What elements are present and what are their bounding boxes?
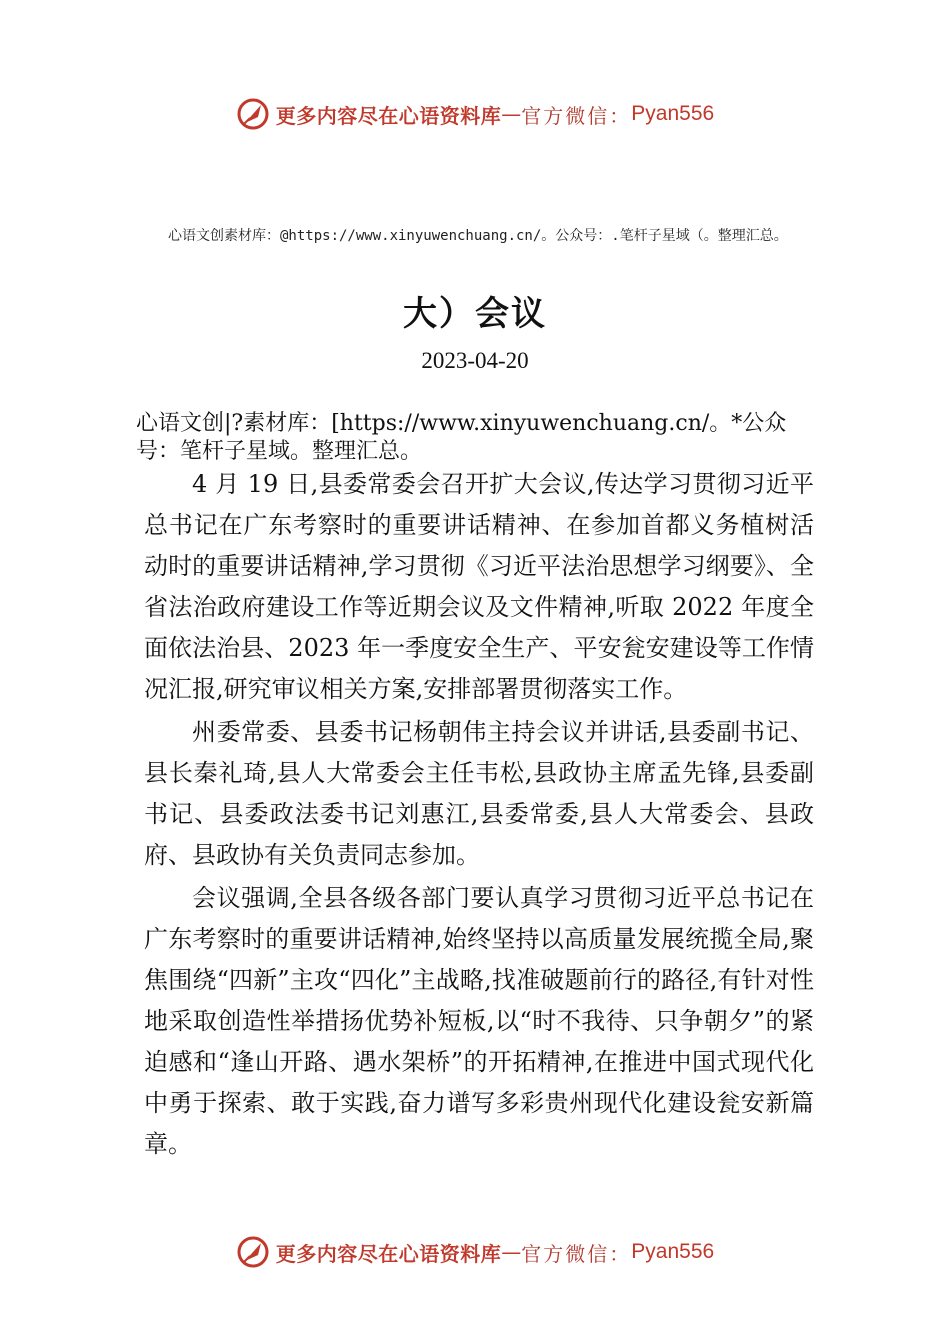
- paragraph: 州委常委、县委书记杨朝伟主持会议并讲话,县委副书记、县长秦礼琦,县人大常委会主任韦松,县政协主席孟先锋,县委副书记、县委政法委书记刘惠江,县委常委,县人大常委会、县政府、县政协有关负责同志参加。: [144, 718, 814, 869]
- quill-logo-icon: [236, 1235, 270, 1269]
- banner-dash: —: [501, 102, 522, 126]
- quill-logo-icon: [236, 97, 270, 131]
- banner-dash: —: [501, 1240, 522, 1264]
- banner-main-text: 更多内容尽在心语资料库: [275, 1241, 502, 1266]
- source-note: 心语文创|?素材库：[https://www.xinyuwenchuang.cn/。*公众号：笔杆子星域。整理汇总。: [136, 411, 787, 464]
- banner-wechat-label: 官方微信：: [521, 103, 632, 128]
- publish-date: 2023-04-20: [421, 348, 529, 373]
- footer-banner: [0, 1232, 950, 1272]
- banner-main-text: 更多内容尽在心语资料库: [275, 103, 502, 128]
- source-note-small: 心语文创素材库：@https://www.xinyuwenchuang.cn/。公众号：.笔杆子星域（。整理汇总。: [168, 228, 788, 244]
- article-body: [144, 464, 814, 1167]
- paragraph: 会议强调,全县各级各部门要认真学习贯彻习近平总书记在广东考察时的重要讲话精神,始终坚持以高质量发展统揽全局,聚焦围绕“四新”主攻“四化”主战略,找准破题前行的路径,有针对性地采取创造性举措扬优势补短板,以“时不我待、只争朝夕”的紧迫感和“逢山开路、遇水架桥”的开拓精神,在推进中国式现代化中勇于探索、敢于实践,奋力谱写多彩贵州现代化建设瓮安新篇章。: [144, 884, 814, 1158]
- page-title: 大）会议: [403, 294, 547, 334]
- paragraph: 4 月 19 日,县委常委会召开扩大会议,传达学习贯彻习近平总书记在广东考察时的重要讲话精神、在参加首都义务植树活动时的重要讲话精神,学习贯彻《习近平法治思想学习纲要》、全省法治政府建设工作等近期会议及文件精神,听取 2022 年度全面依法治县、2023 年一季度安全生产、平安瓮安建设等工作情况汇报,研究审议相关方案,安排部署贯彻落实工作。: [144, 470, 814, 703]
- banner-wechat-id: Pyan556: [631, 102, 715, 125]
- header-banner: [0, 94, 950, 134]
- banner-wechat-label: 官方微信：: [521, 1241, 632, 1266]
- banner-wechat-id: Pyan556: [631, 1240, 715, 1263]
